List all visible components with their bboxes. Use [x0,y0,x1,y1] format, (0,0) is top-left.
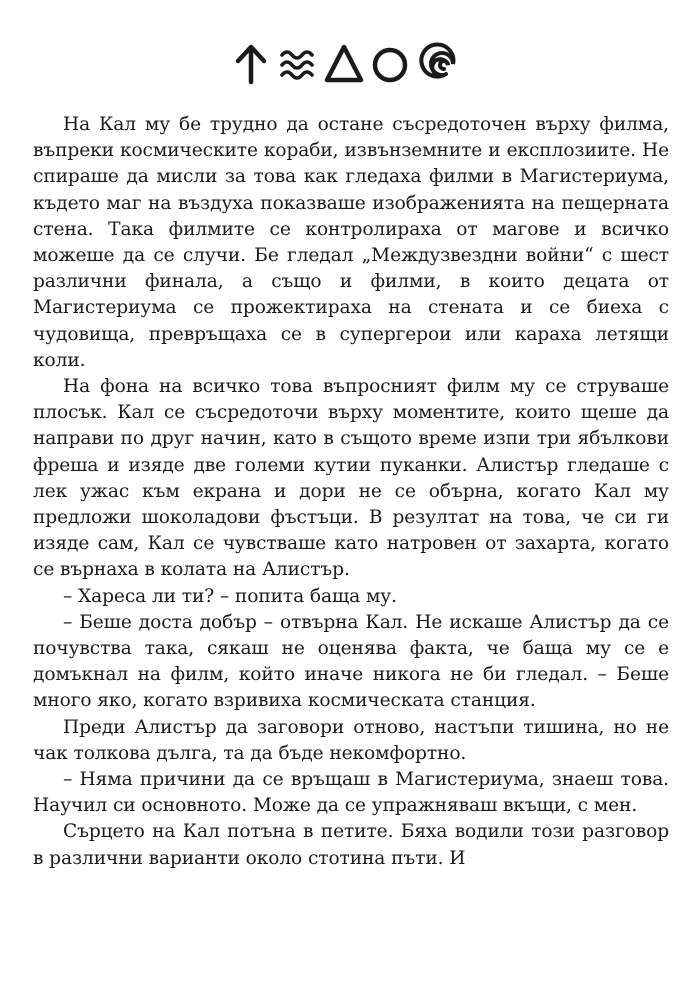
arrow-up-icon [238,47,264,82]
paragraph: – Беше доста добър – отвърна Кал. Не искаше Алистър да се почувства така, сякаш не оценява факта, че баща му се е домъкнал на филм, който иначе никога не би гледал. – Беше много яко, когато взривиха космическата станция. [33,611,669,712]
ornament-symbols [234,38,466,90]
paragraph: Преди Алистър да заговори отново, настъпи тишина, но не чак толкова дълга, та да бъде некомфортно. [33,716,669,764]
body-text [33,112,669,872]
paragraph: Сърцето на Кал потъна в петите. Бяха водили този разговор в различни варианти около стотина пъти. И [33,821,669,869]
spiral-icon [421,45,453,77]
paragraph: – Няма причини да се връщаш в Магистериума, знаеш това. Научил си основното. Може да се упражняваш вкъщи, с мен. [33,769,669,817]
triple-wave-icon [282,52,312,78]
circle-icon [375,50,405,80]
paragraph: На Кал му бе трудно да остане съсредоточен върху филма, въпреки космическите кораби, извънземните и експлозиите. Не спираше да мисли за това как гледаха филми в Магистериума, където маг на въздуха показваше изображенията на пещерната стена. Така филмите се контролираха от магове и всичко можеше да се случи. Бе гледал „Междузвездни войни“ с шест различни финала, а също и филми, в които децата от Магистериума се прожектираха на стената и се биеха с чудовища, превръщаха се в супергерои или караха летящи коли. [33,114,669,371]
paragraph: На фона на всичко това въпросният филм му се струваше плосък. Кал се съсредоточи върху моментите, които щеше да направи по друг начин, като в същото време изпи три ябълкови фреша и изяде две големи кутии пуканки. Алистър гледаше с лек ужас към екрана и дори не се обърна, когато Кал му предложи шоколадови фъстъци. В резултат на това, че си ги изяде сам, Кал се чувстваше като натровен от захарта, когато се върнаха в колата на Алистър. [33,376,669,581]
paragraph: – Хареса ли ти? – попита баща му. [63,585,397,607]
triangle-icon [327,47,361,80]
chapter-ornament [0,38,700,90]
